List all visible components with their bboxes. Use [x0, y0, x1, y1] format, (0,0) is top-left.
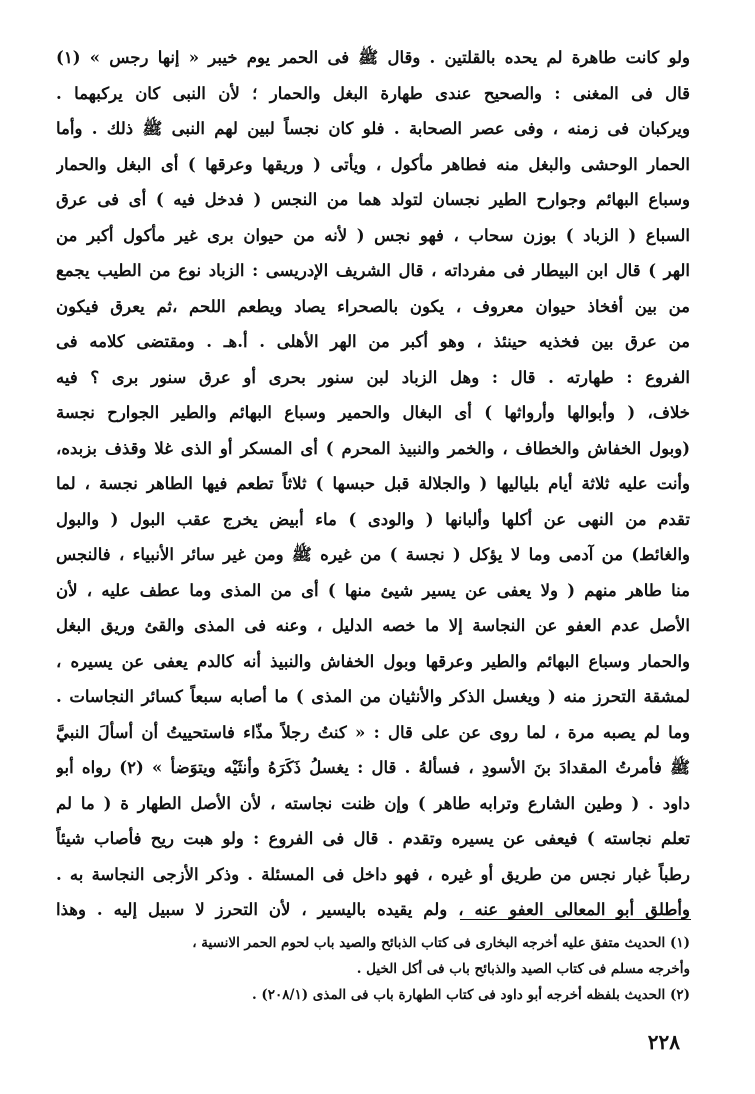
text-line: من عرق بين فخذيه حينئذ ، وهو أكبر من الهر الأهلى . أ.هـ . ومقتضى كلامه فى — [56, 332, 690, 351]
text-line: ولو كانت طاهرة لم يحده بالقلتين . وقال ﷺ فى الحمر يوم خيبر « إنها رجس » (١) — [56, 48, 690, 67]
text-line: السباع ( الزباد ) بوزن سحاب ، فهو نجس ( لأنه من حيوان برى غير مأكول أكبر من — [56, 225, 690, 245]
text-line: وسباع البهائم وجوارح الطير نجسان لتولد هما من النجس ( فدخل فيه ) أى فى عرق — [56, 190, 690, 209]
main-text-block — [56, 40, 690, 928]
footnote-line: وأخرجه مسلم فى كتاب الصيد والذبائح باب فى أكل الخيل . — [356, 961, 690, 977]
text-line: وأطلق أبو المعالى العفو عنه ، ولم يقيده باليسير ، لأن التحرز لا سبيل إليه . وهذا — [56, 900, 690, 919]
text-line: ﷺ فأمرتُ المقدادَ بنَ الأسودِ ، فسألهُ . قال : يغسلُ ذَكَرَهُ وأنثَيْه ويتوَضأ » (٢) رواه أبو — [56, 758, 690, 777]
text-line: تعلم نجاسته ) فيعفى عن يسيره وتقدم . قال فى الفروع : ولو هبت ريح فأصاب شيئاً — [56, 829, 690, 848]
text-line: تقدم من النهى عن أكلها وألبانها ( والودى ) ماء أبيض يخرج عقب البول ( والبول — [56, 509, 690, 529]
text-line: داود . ( وطين الشارع وترابه طاهر ) وإن ظنت نجاسته ، لأن الأصل الطهار ة ( ما لم — [56, 793, 690, 813]
text-line: ويركبان فى زمنه ، وفى عصر الصحابة . فلو كان نجساً لبين لهم النبى ﷺ ذلك . وأما — [56, 119, 690, 138]
text-line: قال فى المغنى : والصحيح عندى طهارة البغل والحمار ؛ لأن النبى كان يركبهما . — [56, 83, 690, 103]
text-line: الحمار الوحشى والبغل منه فطاهر مأكول ، ويأتى ( وريقها وعرقها ) أى البغل والحمار — [56, 154, 690, 174]
text-line: والغائط) من آدمى وما لا يؤكل ( نجسة ) من غيره ﷺ ومن غير سائر الأنبياء ، فالنجس — [56, 545, 690, 564]
page-number: ٢٢٨ — [647, 1030, 680, 1054]
footnote-divider — [460, 919, 691, 920]
text-line: منا طاهر منهم ( ولا يعفى عن يسير شيئ منها ) أى من المذى وما عطف عليه ، لأن — [56, 580, 690, 600]
text-line: والحمار وسباع البهائم والطير وعرقها وبول الخفاش والنبيذ أنه كالدم يعفى عن يسيره ، — [56, 651, 690, 671]
text-line: خلاف، ( وأبوالها وأرواثها ) أى البغال والحمير وسباع البهائم والطير الجوارح نجسة — [56, 403, 690, 422]
text-line: الأصل عدم العفو عن النجاسة إلا ما خصه الدليل ، وعنه فى المذى والقئ وريق البغل — [56, 616, 690, 635]
text-line: رطباً غبار نجس من طريق أو غيره ، فهو داخل فى المسئلة . وذكر الأزجى النجاسة به . — [56, 864, 690, 884]
text-line: من بين أفخاذ حيوان معروف ، يكون بالصحراء يصاد ويطعم اللحم ،ثم يعرق فيكون — [56, 296, 690, 316]
text-line: لمشقة التحرز منه ( ويغسل الذكر والأنثيان من المذى ) ما أصابه سبعاً كسائر النجاسات . — [56, 687, 690, 706]
text-line: الهر ) قال ابن البيطار فى مفرداته ، قال الشريف الإدريسى : الزباد نوع من الطيب يجمع — [56, 261, 690, 280]
footnotes-block — [56, 930, 690, 1008]
text-line: وما لم يصبه مرة ، لما روى عن على قال : « كنتُ رجلاً مذّاء فاستحييتُ أن أسألَ النبيَّ — [56, 722, 690, 742]
footnote-line: (١) الحديث متفق عليه أخرجه البخارى فى كتاب الذبائح والصيد باب لحوم الحمر الانسية ، — [192, 935, 690, 951]
text-line: الفروع : طهارته . قال : وهل الزباد لبن سنور بحرى أو عرق سنور برى ؟ فيه — [56, 367, 690, 387]
text-line: (وبول الخفاش والخطاف ، والخمر والنبيذ المحرم ) أى المسكر أو الذى غلا وقذف بزبده، — [56, 438, 690, 458]
footnote-line: (٢) الحديث بلفظه أخرجه أبو داود فى كتاب الطهارة باب فى المذى (٢٠٨/١) . — [251, 987, 690, 1003]
text-line: وأنت عليه ثلاثة أيام بلياليها ( والجلالة قبل حبسها ) ثلاثاً تطعم فيها الطاهر نجسة ، لما — [56, 474, 690, 493]
